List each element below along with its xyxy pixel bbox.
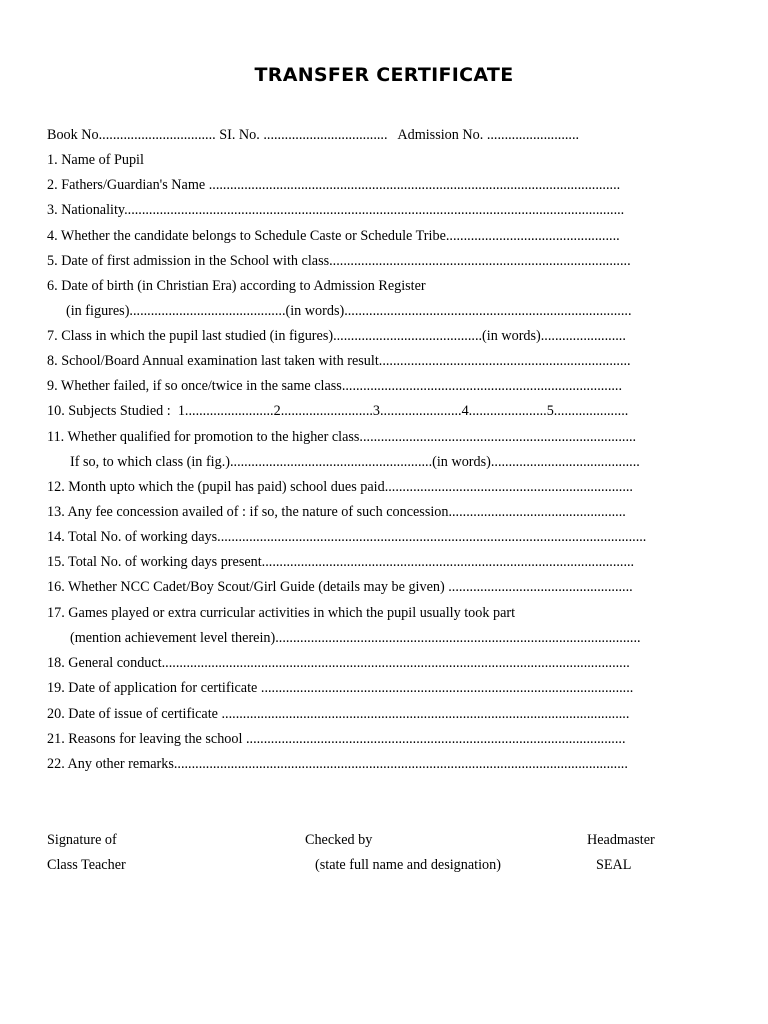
field-6-dob-figures-words: (in figures)............................................(in words).................................................................................	[66, 303, 632, 319]
book-no-line: Book No................................. SI. No. ................................... Admission No. ..........................	[47, 127, 580, 143]
full-name-designation-label: (state full name and designation)	[315, 857, 501, 873]
field-4-caste: 4. Whether the candidate belongs to Schedule Caste or Schedule Tribe.................................................	[47, 228, 620, 244]
field-15-days-present: 15. Total No. of working days present.........................................................................................................	[47, 554, 635, 570]
field-17-achievement-level: (mention achievement level therein).......................................................................................................	[70, 630, 641, 646]
field-16-ncc-scout-guide: 16. Whether NCC Cadet/Boy Scout/Girl Guide (details may be given) ....................................................	[47, 579, 633, 595]
field-22-other-remarks: 22. Any other remarks................................................................................................................................	[47, 756, 628, 772]
field-12-dues-paid: 12. Month upto which the (pupil has paid) school dues paid......................................................................	[47, 479, 633, 495]
field-17-games-activities: 17. Games played or extra curricular activities in which the pupil usually took part	[47, 605, 516, 621]
certificate-title: TRANSFER CERTIFICATE	[254, 64, 514, 86]
field-10-subjects-studied: 10. Subjects Studied : 1.........................2..........................3.......................4......................5.....................	[47, 403, 629, 419]
class-teacher-signature-label: Signature of	[47, 832, 117, 848]
field-6-date-of-birth: 6. Date of birth (in Christian Era) according to Admission Register	[47, 278, 426, 294]
field-21-reasons-for-leaving: 21. Reasons for leaving the school ...........................................................................................................	[47, 731, 626, 747]
field-14-working-days: 14. Total No. of working days.........................................................................................................................	[47, 529, 647, 545]
field-8-annual-exam: 8. School/Board Annual examination last taken with result.......................................................................	[47, 353, 631, 369]
field-18-general-conduct: 18. General conduct....................................................................................................................................	[47, 655, 630, 671]
field-11-promotion-class: If so, to which class (in fig.).........................................................(in words)..........................................	[70, 454, 640, 470]
field-13-fee-concession: 13. Any fee concession availed of : if so, the nature of such concession..................................................	[47, 504, 626, 520]
field-1-name-of-pupil: 1. Name of Pupil	[47, 152, 144, 168]
field-2-guardian-name: 2. Fathers/Guardian's Name ....................................................................................................................	[47, 177, 621, 193]
headmaster-label: Headmaster	[587, 832, 655, 848]
checked-by-label: Checked by	[305, 832, 373, 848]
field-20-date-of-issue: 20. Date of issue of certificate ...................................................................................................................	[47, 706, 630, 722]
field-9-whether-failed: 9. Whether failed, if so once/twice in the same class...............................................................................	[47, 378, 623, 394]
class-teacher-label: Class Teacher	[47, 857, 126, 873]
field-7-class-last-studied: 7. Class in which the pupil last studied (in figures)..........................................(in words)........................	[47, 328, 626, 344]
seal-label: SEAL	[596, 857, 632, 873]
field-5-first-admission: 5. Date of first admission in the School with class.....................................................................................	[47, 253, 631, 269]
field-3-nationality: 3. Nationality.............................................................................................................................................	[47, 202, 625, 218]
field-19-date-of-application: 19. Date of application for certificate .........................................................................................................	[47, 680, 634, 696]
field-11-promotion: 11. Whether qualified for promotion to the higher class..............................................................................	[47, 429, 637, 445]
